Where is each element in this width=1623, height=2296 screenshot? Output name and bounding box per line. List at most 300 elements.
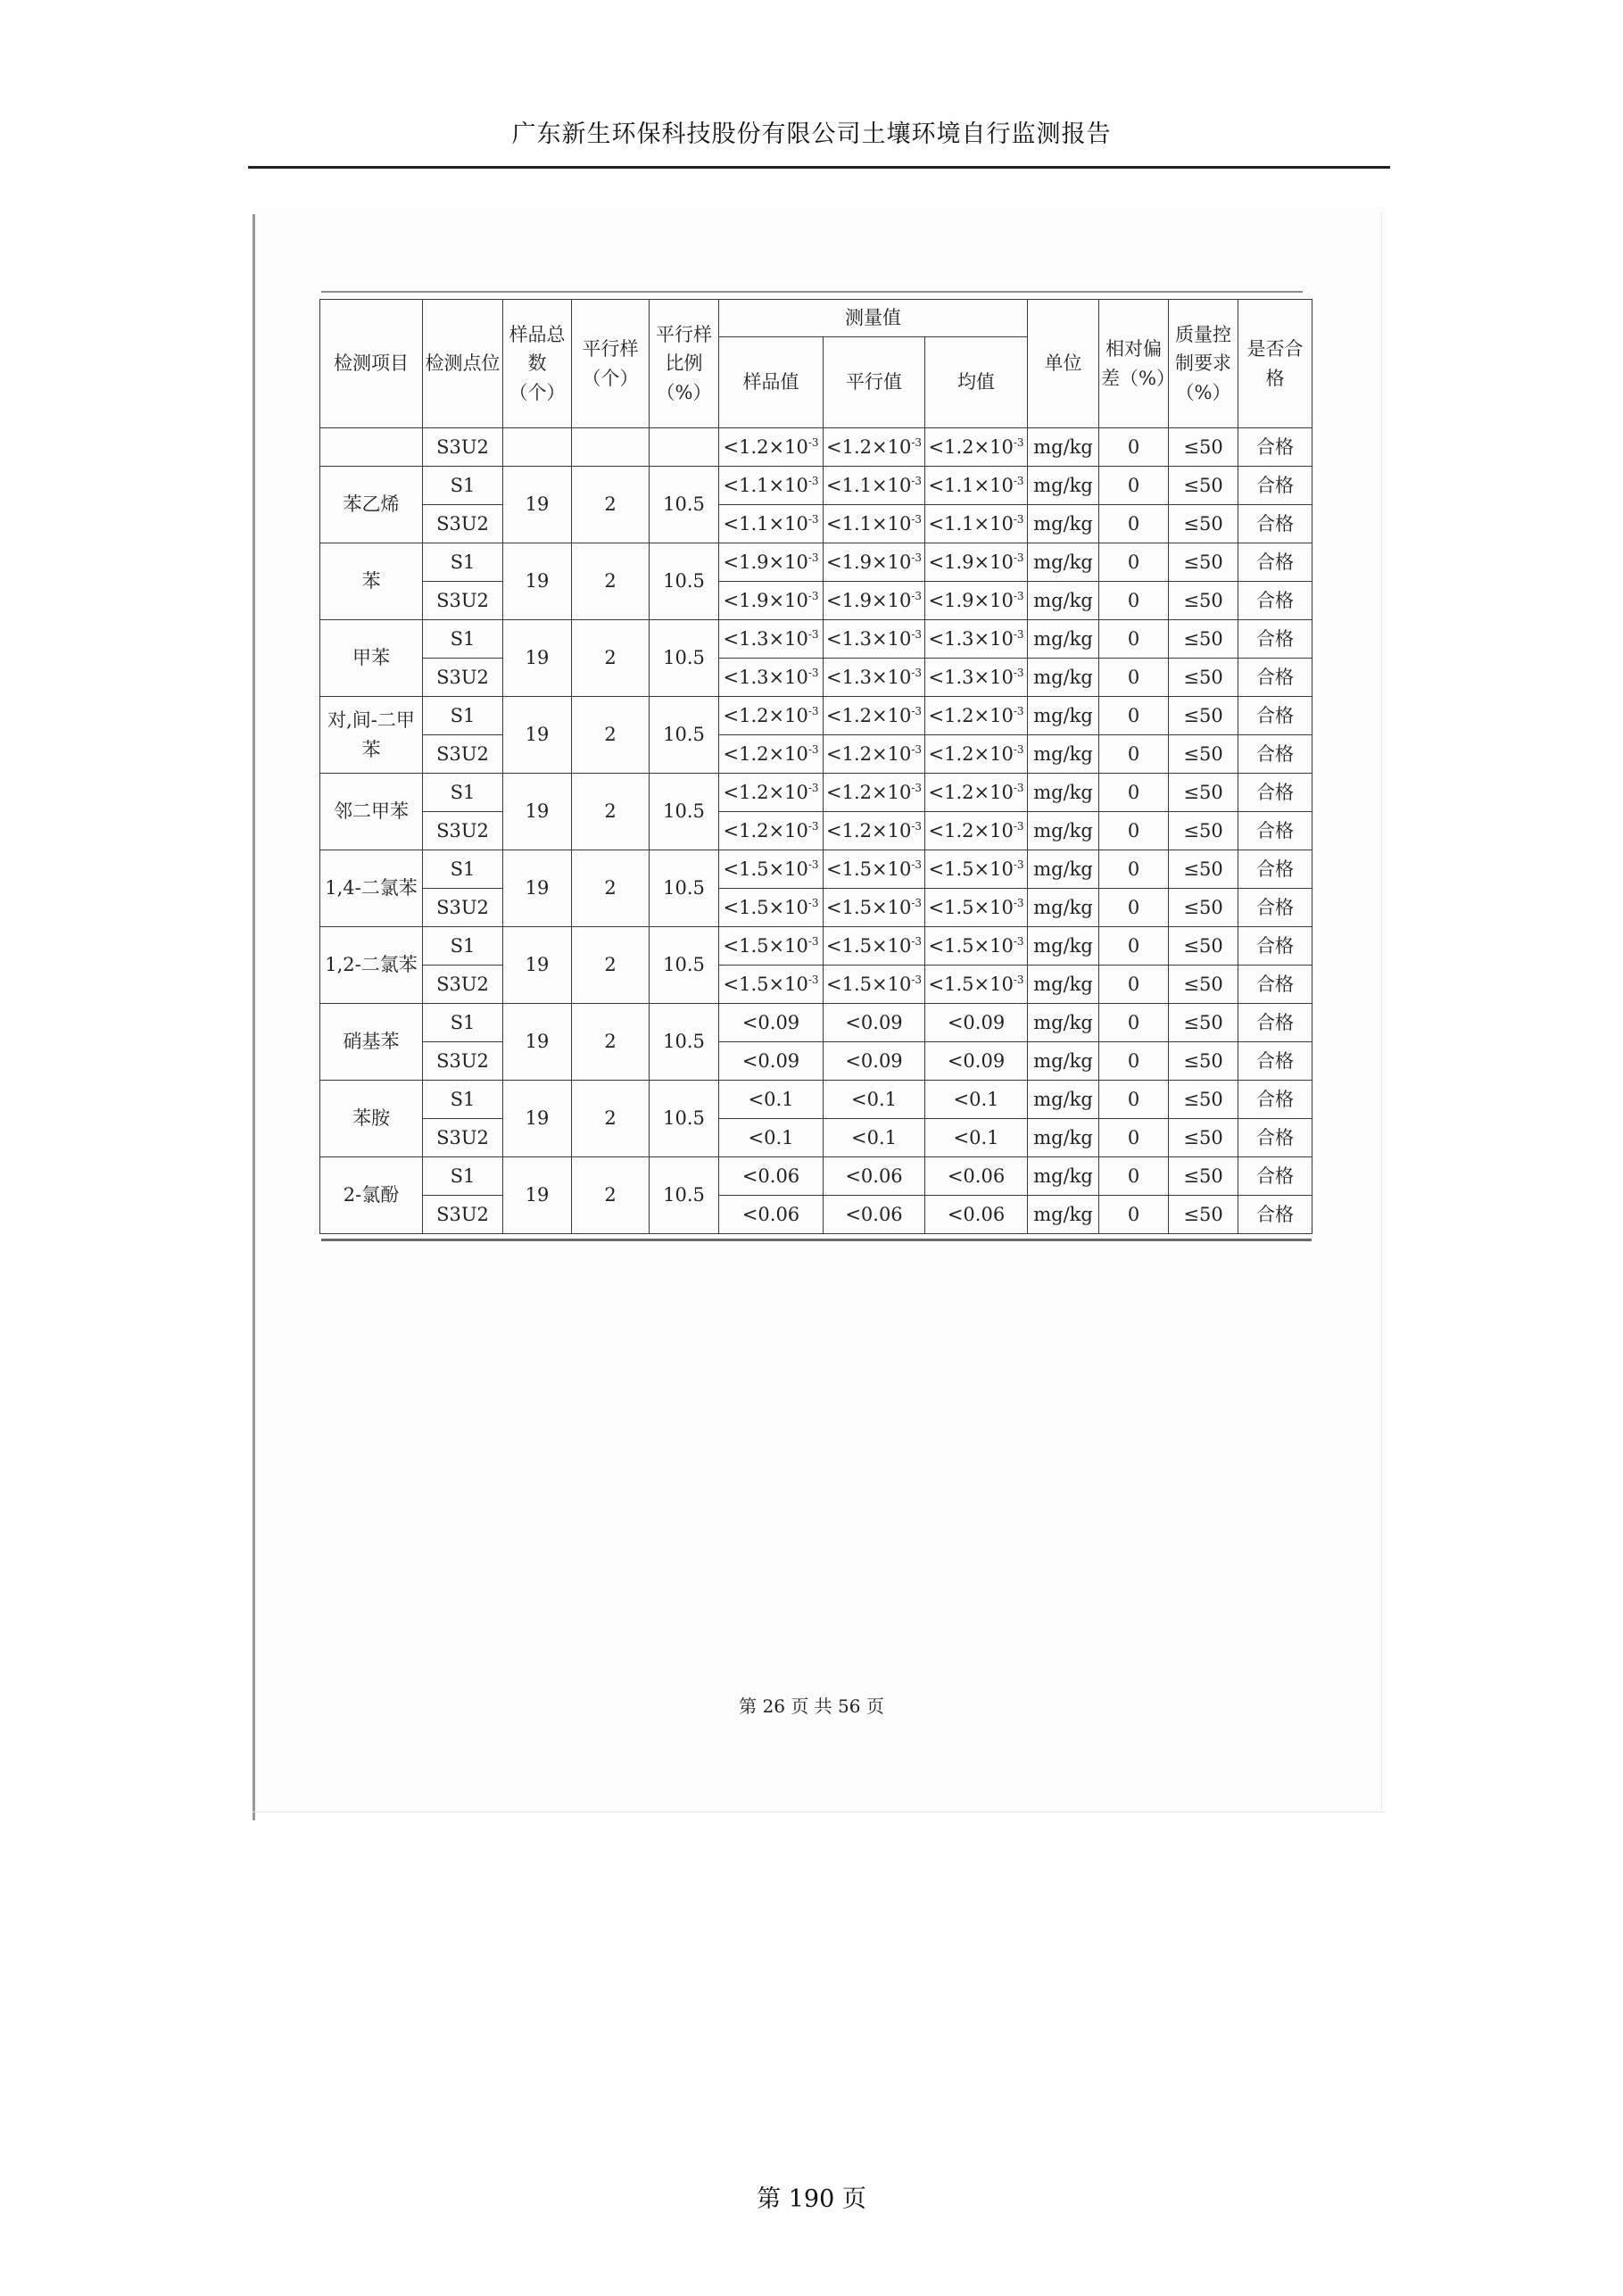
value-exponent: -3	[1013, 551, 1024, 564]
pass-cell: 合格	[1238, 697, 1312, 735]
point-cell: S3U2	[423, 735, 503, 774]
ratio-cell: 10.5	[650, 467, 719, 543]
value-prefix: <	[825, 551, 842, 573]
value-mantissa: 1.3	[841, 666, 872, 688]
value-mantissa: 1.5	[944, 973, 974, 995]
table-row	[320, 543, 1312, 582]
pass-cell: 合格	[1238, 1042, 1312, 1081]
parallel-value-cell	[824, 697, 925, 735]
table-row	[320, 467, 1312, 505]
point-cell: S1	[423, 1081, 503, 1119]
value-mantissa: 1.9	[944, 551, 974, 573]
value-times: ×10	[871, 973, 912, 995]
table-row	[320, 735, 1312, 774]
value-times: ×10	[973, 858, 1014, 880]
value-times: ×10	[871, 435, 912, 458]
value-exponent: -3	[1013, 474, 1024, 487]
value-prefix: <	[928, 435, 945, 458]
value-mantissa: 1.2	[739, 742, 769, 765]
value-mantissa: 1.9	[739, 551, 769, 573]
point-cell: S3U2	[423, 812, 503, 850]
table-row	[320, 1196, 1312, 1234]
value-prefix: <	[825, 627, 842, 650]
pass-cell: 合格	[1238, 428, 1312, 467]
mean-value-cell	[925, 735, 1028, 774]
value-mantissa: 1.5	[841, 858, 872, 880]
total-cell: 19	[503, 850, 572, 927]
table-row	[320, 582, 1312, 620]
value-prefix: <	[928, 781, 945, 803]
mean-value-cell	[925, 889, 1028, 927]
parallel-count-cell: 2	[572, 620, 650, 697]
value-times: ×10	[768, 973, 808, 995]
value-prefix: <	[928, 896, 945, 918]
deviation-cell: 0	[1099, 428, 1169, 467]
total-cell: 19	[503, 1004, 572, 1081]
point-cell: S3U2	[423, 889, 503, 927]
value-times: ×10	[768, 435, 808, 458]
value-prefix: <	[723, 819, 740, 841]
ratio-cell: 10.5	[650, 1004, 719, 1081]
point-cell: S3U2	[423, 1042, 503, 1081]
parallel-count-cell: 2	[572, 543, 650, 620]
parallel-value-cell	[824, 505, 925, 543]
pass-cell: 合格	[1238, 467, 1312, 505]
deviation-cell: 0	[1099, 1042, 1169, 1081]
value-exponent: -3	[1013, 973, 1024, 986]
value-exponent: -3	[911, 973, 923, 986]
value-prefix: <	[928, 934, 945, 957]
pass-cell: 合格	[1238, 889, 1312, 927]
sample-value-cell: <0.1	[719, 1081, 824, 1119]
value-exponent: -3	[807, 474, 819, 487]
sample-value-cell: <0.09	[719, 1004, 824, 1042]
mean-value-cell	[925, 697, 1028, 735]
value-exponent: -3	[807, 589, 819, 602]
value-exponent: -3	[911, 704, 923, 717]
value-exponent: -3	[807, 896, 819, 909]
mean-value-cell: <0.09	[925, 1042, 1028, 1081]
header-parallel: 平行样（个）	[572, 300, 650, 428]
parallel-count-cell	[572, 428, 650, 467]
sample-value-cell	[719, 889, 824, 927]
parallel-value-cell	[824, 582, 925, 620]
value-prefix: <	[825, 474, 842, 496]
value-mantissa: 1.3	[841, 627, 872, 650]
value-mantissa: 1.5	[739, 934, 769, 957]
value-prefix: <	[825, 973, 842, 995]
pass-cell: 合格	[1238, 1119, 1312, 1157]
mean-value-cell	[925, 467, 1028, 505]
parallel-value-cell	[824, 850, 925, 889]
total-cell: 19	[503, 774, 572, 850]
mean-value-cell	[925, 812, 1028, 850]
value-exponent: -3	[911, 858, 923, 871]
ratio-cell: 10.5	[650, 850, 719, 927]
ratio-cell: 10.5	[650, 620, 719, 697]
sample-value-cell	[719, 428, 824, 467]
sample-value-cell	[719, 966, 824, 1004]
pass-cell: 合格	[1238, 505, 1312, 543]
parallel-count-cell: 2	[572, 927, 650, 1004]
value-exponent: -3	[807, 934, 819, 948]
value-prefix: <	[825, 589, 842, 611]
header-qc-requirement: 质量控制要求（%）	[1169, 300, 1238, 428]
header-pass: 是否合格	[1238, 300, 1312, 428]
parallel-value-cell	[824, 889, 925, 927]
value-prefix: <	[825, 896, 842, 918]
value-mantissa: 1.3	[944, 627, 974, 650]
item-cell: 1,2-二氯苯	[320, 927, 423, 1004]
pass-cell: 合格	[1238, 1196, 1312, 1234]
value-prefix: <	[928, 858, 945, 880]
parallel-value-cell	[824, 620, 925, 659]
value-times: ×10	[768, 858, 808, 880]
value-exponent: -3	[911, 512, 923, 526]
mean-value-cell: <0.09	[925, 1004, 1028, 1042]
value-prefix: <	[928, 551, 945, 573]
value-exponent: -3	[807, 704, 819, 717]
mean-value-cell	[925, 505, 1028, 543]
value-prefix: <	[928, 704, 945, 726]
value-times: ×10	[768, 589, 808, 611]
item-cell: 甲苯	[320, 620, 423, 697]
deviation-cell: 0	[1099, 966, 1169, 1004]
value-times: ×10	[973, 896, 1014, 918]
parallel-count-cell: 2	[572, 850, 650, 927]
deviation-cell: 0	[1099, 659, 1169, 697]
value-times: ×10	[871, 512, 912, 535]
value-prefix: <	[825, 858, 842, 880]
value-prefix: <	[723, 474, 740, 496]
value-times: ×10	[768, 627, 808, 650]
value-times: ×10	[871, 474, 912, 496]
unit-cell: mg/kg	[1028, 1119, 1099, 1157]
value-times: ×10	[768, 474, 808, 496]
point-cell: S1	[423, 697, 503, 735]
deviation-cell: 0	[1099, 774, 1169, 812]
value-prefix: <	[723, 973, 740, 995]
point-cell: S1	[423, 467, 503, 505]
value-exponent: -3	[1013, 934, 1024, 948]
unit-cell: mg/kg	[1028, 966, 1099, 1004]
value-mantissa: 1.5	[944, 934, 974, 957]
item-cell: 对,间-二甲苯	[320, 697, 423, 774]
parallel-count-cell: 2	[572, 1004, 650, 1081]
value-prefix: <	[723, 512, 740, 535]
table-row	[320, 1081, 1312, 1119]
value-mantissa: 1.2	[841, 742, 872, 765]
mean-value-cell	[925, 966, 1028, 1004]
value-times: ×10	[871, 781, 912, 803]
parallel-value-cell	[824, 467, 925, 505]
pass-cell: 合格	[1238, 1004, 1312, 1042]
parallel-value-cell: <0.06	[824, 1196, 925, 1234]
sample-value-cell: <0.06	[719, 1196, 824, 1234]
sample-value-cell	[719, 620, 824, 659]
table-row	[320, 1119, 1312, 1157]
point-cell: S3U2	[423, 966, 503, 1004]
table-row	[320, 697, 1312, 735]
unit-cell: mg/kg	[1028, 1042, 1099, 1081]
table-row	[320, 620, 1312, 659]
point-cell: S3U2	[423, 659, 503, 697]
value-times: ×10	[768, 551, 808, 573]
value-times: ×10	[973, 589, 1014, 611]
value-prefix: <	[825, 704, 842, 726]
value-mantissa: 1.5	[944, 896, 974, 918]
value-mantissa: 1.5	[739, 973, 769, 995]
table-row	[320, 1157, 1312, 1196]
value-exponent: -3	[807, 666, 819, 679]
value-mantissa: 1.1	[739, 474, 769, 496]
header-unit: 单位	[1028, 300, 1099, 428]
value-exponent: -3	[1013, 896, 1024, 909]
value-times: ×10	[973, 819, 1014, 841]
value-exponent: -3	[807, 973, 819, 986]
mean-value-cell	[925, 620, 1028, 659]
value-times: ×10	[871, 896, 912, 918]
value-exponent: -3	[807, 551, 819, 564]
deviation-cell: 0	[1099, 582, 1169, 620]
qc-requirement-cell: ≤50	[1169, 467, 1238, 505]
value-prefix: <	[928, 474, 945, 496]
value-exponent: -3	[911, 819, 923, 833]
point-cell: S1	[423, 1157, 503, 1196]
report-header-title: 广东新生环保科技股份有限公司土壤环境自行监测报告	[511, 120, 1112, 148]
header-item: 检测项目	[320, 300, 423, 428]
value-exponent: -3	[807, 781, 819, 794]
qc-table-body	[320, 428, 1312, 1234]
value-exponent: -3	[1013, 858, 1024, 871]
total-cell: 19	[503, 1157, 572, 1234]
parallel-value-cell: <0.09	[824, 1042, 925, 1081]
parallel-value-cell	[824, 966, 925, 1004]
value-mantissa: 1.2	[739, 704, 769, 726]
unit-cell: mg/kg	[1028, 659, 1099, 697]
value-exponent: -3	[911, 474, 923, 487]
value-prefix: <	[825, 819, 842, 841]
value-mantissa: 1.5	[841, 973, 872, 995]
value-times: ×10	[768, 934, 808, 957]
unit-cell: mg/kg	[1028, 582, 1099, 620]
sample-value-cell	[719, 812, 824, 850]
parallel-count-cell: 2	[572, 1081, 650, 1157]
value-exponent: -3	[807, 858, 819, 871]
point-cell: S1	[423, 927, 503, 966]
value-prefix: <	[825, 435, 842, 458]
parallel-value-cell: <0.06	[824, 1157, 925, 1196]
qc-requirement-cell: ≤50	[1169, 1196, 1238, 1234]
pass-cell: 合格	[1238, 774, 1312, 812]
mean-value-cell	[925, 850, 1028, 889]
value-exponent: -3	[807, 512, 819, 526]
value-times: ×10	[973, 704, 1014, 726]
value-prefix: <	[928, 666, 945, 688]
value-mantissa: 1.5	[841, 896, 872, 918]
mean-value-cell: <0.06	[925, 1196, 1028, 1234]
header-rule	[248, 166, 1390, 169]
value-prefix: <	[723, 551, 740, 573]
item-cell: 硝基苯	[320, 1004, 423, 1081]
deviation-cell: 0	[1099, 812, 1169, 850]
parallel-count-cell: 2	[572, 467, 650, 543]
item-cell	[320, 428, 423, 467]
parallel-value-cell: <0.1	[824, 1081, 925, 1119]
value-mantissa: 1.1	[841, 512, 872, 535]
pass-cell: 合格	[1238, 659, 1312, 697]
unit-cell: mg/kg	[1028, 812, 1099, 850]
table-row	[320, 850, 1312, 889]
value-exponent: -3	[807, 819, 819, 833]
mean-value-cell	[925, 428, 1028, 467]
table-row	[320, 889, 1312, 927]
point-cell: S3U2	[423, 428, 503, 467]
value-times: ×10	[768, 896, 808, 918]
sample-value-cell: <0.06	[719, 1157, 824, 1196]
point-cell: S3U2	[423, 1196, 503, 1234]
parallel-value-cell	[824, 812, 925, 850]
value-prefix: <	[825, 781, 842, 803]
value-mantissa: 1.3	[944, 666, 974, 688]
value-prefix: <	[723, 435, 740, 458]
parallel-value-cell	[824, 659, 925, 697]
table-row	[320, 1042, 1312, 1081]
item-cell: 邻二甲苯	[320, 774, 423, 850]
sample-value-cell	[719, 659, 824, 697]
value-times: ×10	[768, 742, 808, 765]
value-mantissa: 1.2	[841, 435, 872, 458]
sample-value-cell: <0.09	[719, 1042, 824, 1081]
value-exponent: -3	[1013, 589, 1024, 602]
table-row	[320, 659, 1312, 697]
pass-cell: 合格	[1238, 735, 1312, 774]
header-deviation: 相对偏差（%）	[1099, 300, 1169, 428]
value-mantissa: 1.2	[739, 781, 769, 803]
sample-value-cell	[719, 735, 824, 774]
value-exponent: -3	[1013, 704, 1024, 717]
qc-results-table	[319, 299, 1312, 1234]
sample-value-cell	[719, 582, 824, 620]
qc-requirement-cell: ≤50	[1169, 1004, 1238, 1042]
parallel-value-cell	[824, 927, 925, 966]
value-prefix: <	[928, 819, 945, 841]
value-mantissa: 1.2	[841, 819, 872, 841]
mean-value-cell	[925, 543, 1028, 582]
deviation-cell: 0	[1099, 697, 1169, 735]
qc-requirement-cell: ≤50	[1169, 812, 1238, 850]
deviation-cell: 0	[1099, 620, 1169, 659]
qc-requirement-cell: ≤50	[1169, 889, 1238, 927]
deviation-cell: 0	[1099, 927, 1169, 966]
unit-cell: mg/kg	[1028, 467, 1099, 505]
ratio-cell: 10.5	[650, 543, 719, 620]
qc-requirement-cell: ≤50	[1169, 966, 1238, 1004]
pass-cell: 合格	[1238, 582, 1312, 620]
inner-page-number: 第 26 页 共 56 页	[739, 1695, 884, 1717]
value-times: ×10	[871, 934, 912, 957]
value-mantissa: 1.9	[841, 551, 872, 573]
unit-cell: mg/kg	[1028, 1157, 1099, 1196]
value-mantissa: 1.2	[944, 435, 974, 458]
total-cell	[503, 428, 572, 467]
point-cell: S1	[423, 1004, 503, 1042]
scan-left-edge	[253, 214, 255, 1820]
sample-value-cell	[719, 697, 824, 735]
value-exponent: -3	[1013, 819, 1024, 833]
item-cell: 2-氯酚	[320, 1157, 423, 1234]
unit-cell: mg/kg	[1028, 697, 1099, 735]
header-mean-value: 均值	[925, 337, 1028, 428]
value-mantissa: 1.2	[841, 704, 872, 726]
pass-cell: 合格	[1238, 966, 1312, 1004]
sample-value-cell: <0.1	[719, 1119, 824, 1157]
value-exponent: -3	[911, 742, 923, 756]
value-mantissa: 1.2	[739, 819, 769, 841]
value-exponent: -3	[1013, 781, 1024, 794]
value-prefix: <	[928, 627, 945, 650]
parallel-value-cell	[824, 543, 925, 582]
value-times: ×10	[768, 704, 808, 726]
unit-cell: mg/kg	[1028, 1004, 1099, 1042]
table-bottom-rule	[321, 1239, 1312, 1241]
total-cell: 19	[503, 697, 572, 774]
value-exponent: -3	[1013, 742, 1024, 756]
qc-requirement-cell: ≤50	[1169, 735, 1238, 774]
table-row	[320, 812, 1312, 850]
value-exponent: -3	[911, 781, 923, 794]
value-times: ×10	[871, 551, 912, 573]
qc-requirement-cell: ≤50	[1169, 850, 1238, 889]
value-exponent: -3	[911, 934, 923, 948]
value-times: ×10	[973, 627, 1014, 650]
table-row	[320, 505, 1312, 543]
mean-value-cell	[925, 774, 1028, 812]
scan-right-edge	[1381, 212, 1382, 1810]
ratio-cell: 10.5	[650, 697, 719, 774]
value-times: ×10	[871, 858, 912, 880]
mean-value-cell	[925, 582, 1028, 620]
deviation-cell: 0	[1099, 1196, 1169, 1234]
value-prefix: <	[825, 742, 842, 765]
table-row	[320, 927, 1312, 966]
header-sample-value: 样品值	[719, 337, 824, 428]
unit-cell: mg/kg	[1028, 927, 1099, 966]
qc-requirement-cell: ≤50	[1169, 1157, 1238, 1196]
value-prefix: <	[825, 666, 842, 688]
parallel-value-cell	[824, 428, 925, 467]
ratio-cell: 10.5	[650, 927, 719, 1004]
ratio-cell: 10.5	[650, 1081, 719, 1157]
point-cell: S1	[423, 774, 503, 812]
ratio-cell: 10.5	[650, 774, 719, 850]
qc-requirement-cell: ≤50	[1169, 428, 1238, 467]
value-mantissa: 1.5	[944, 858, 974, 880]
value-prefix: <	[825, 934, 842, 957]
unit-cell: mg/kg	[1028, 1081, 1099, 1119]
deviation-cell: 0	[1099, 467, 1169, 505]
value-prefix: <	[723, 666, 740, 688]
qc-requirement-cell: ≤50	[1169, 697, 1238, 735]
qc-requirement-cell: ≤50	[1169, 505, 1238, 543]
deviation-cell: 0	[1099, 1004, 1169, 1042]
pass-cell: 合格	[1238, 620, 1312, 659]
mean-value-cell: <0.1	[925, 1119, 1028, 1157]
table-row	[320, 774, 1312, 812]
value-prefix: <	[928, 512, 945, 535]
value-mantissa: 1.2	[944, 742, 974, 765]
value-prefix: <	[825, 512, 842, 535]
